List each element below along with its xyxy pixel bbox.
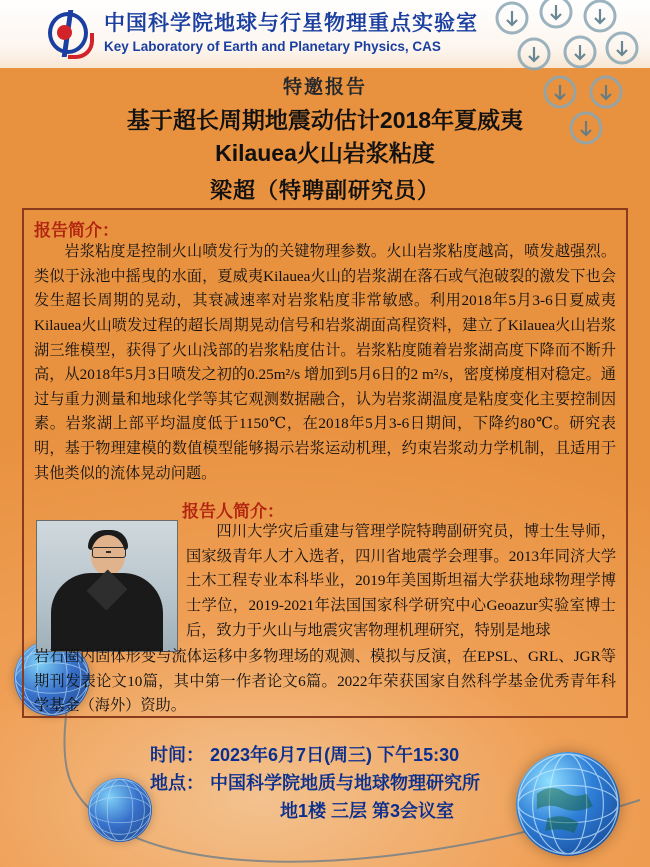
event-info: [150, 742, 550, 826]
talk-kind-label: 特邀报告: [282, 77, 367, 98]
talk-title-line2: Kilauea火山岩浆粘度: [215, 140, 435, 167]
org-name-en: Key Laboratory of Earth and Planetary Physics, CAS: [104, 39, 441, 55]
header-titles: [104, 12, 478, 56]
event-time-row: [150, 742, 550, 770]
globe-decoration-2: [88, 778, 152, 842]
place-label: 地点：: [150, 772, 204, 793]
speaker-photo: [36, 520, 178, 652]
bio-text-part2: 岩石圈内固体形变与流体运移中多物理场的观测、模拟与反演，在EPSL、GRL、JGR等期刊发表论文10篇，其中第一作者论文6篇。2022年荣获国家自然科学基金优秀青年科学基金（海外）资助。: [34, 648, 616, 715]
abstract-text: 岩浆粘度是控制火山喷发行为的关键物理参数。火山岩浆粘度越高，喷发越强烈。类似于泳池中摇曳的水面，夏威夷Kilauea火山的岩浆湖在落石或气泡破裂的激发下也会发生超长周期的晃动，其衰减速率对岩浆粘度非常敏感。利用2018年5月3-6日夏威夷Kilauea火山喷发过程的超长周期晃动信号和岩浆湖面高程资料，建立了Kilauea火山岩浆湖三维模型，获得了火山浅部的岩浆粘度估计。岩浆粘度随着岩浆湖高度下降而不断升高，从2018年5月3日喷发之初的0.25m²/s 增加到5月6日的2 m²/s，密度梯度相对稳定。通过与重力测量和地球化学等其它观测数据融合，认为岩浆湖温度是粘度变化主要控制因素。岩浆湖上部平均温度低于1150℃，在2018年5月3-6日期间，下降约80℃。研究表明，基于物理建模的数值模型能够揭示岩浆运动机理，约束岩浆动力学机制，且适用于其他类似的流体晃动问题。: [34, 243, 616, 482]
header-band: [0, 0, 650, 68]
abstract-label: 报告简介：: [34, 221, 119, 240]
event-place-row: [150, 770, 550, 798]
speaker-name: 梁超（特聘副研究员）: [209, 178, 440, 203]
place-value-2: 地1楼 三层 第3会议室: [279, 800, 455, 821]
bio-text-part1: 四川大学灾后重建与管理学院特聘副研究员，博士生导师，国家级青年人才入选者，四川省地震学会理事。2013年同济大学土木工程专业本科毕业，2019年美国斯坦福大学获地球物理学博士学位，2019-2021年法国国家科学研究中心Geoazur实验室博士后，致力于火山与地震灾害物理机理研究，特别是地球: [186, 523, 616, 639]
talk-title: [0, 104, 650, 171]
time-value: 2023年6月7日(周三) 下午15:30: [210, 745, 460, 765]
time-label: 时间：: [150, 745, 204, 765]
place-value: 中国科学院地质与地球物理研究所: [210, 772, 480, 793]
org-name-cn: 中国科学院地球与行星物理重点实验室: [104, 12, 478, 36]
bio-label: 报告人简介：: [182, 502, 284, 521]
cas-logo-icon: [46, 11, 92, 57]
talk-title-line1: 基于超长周期地震动估计2018年夏威夷: [126, 107, 524, 133]
